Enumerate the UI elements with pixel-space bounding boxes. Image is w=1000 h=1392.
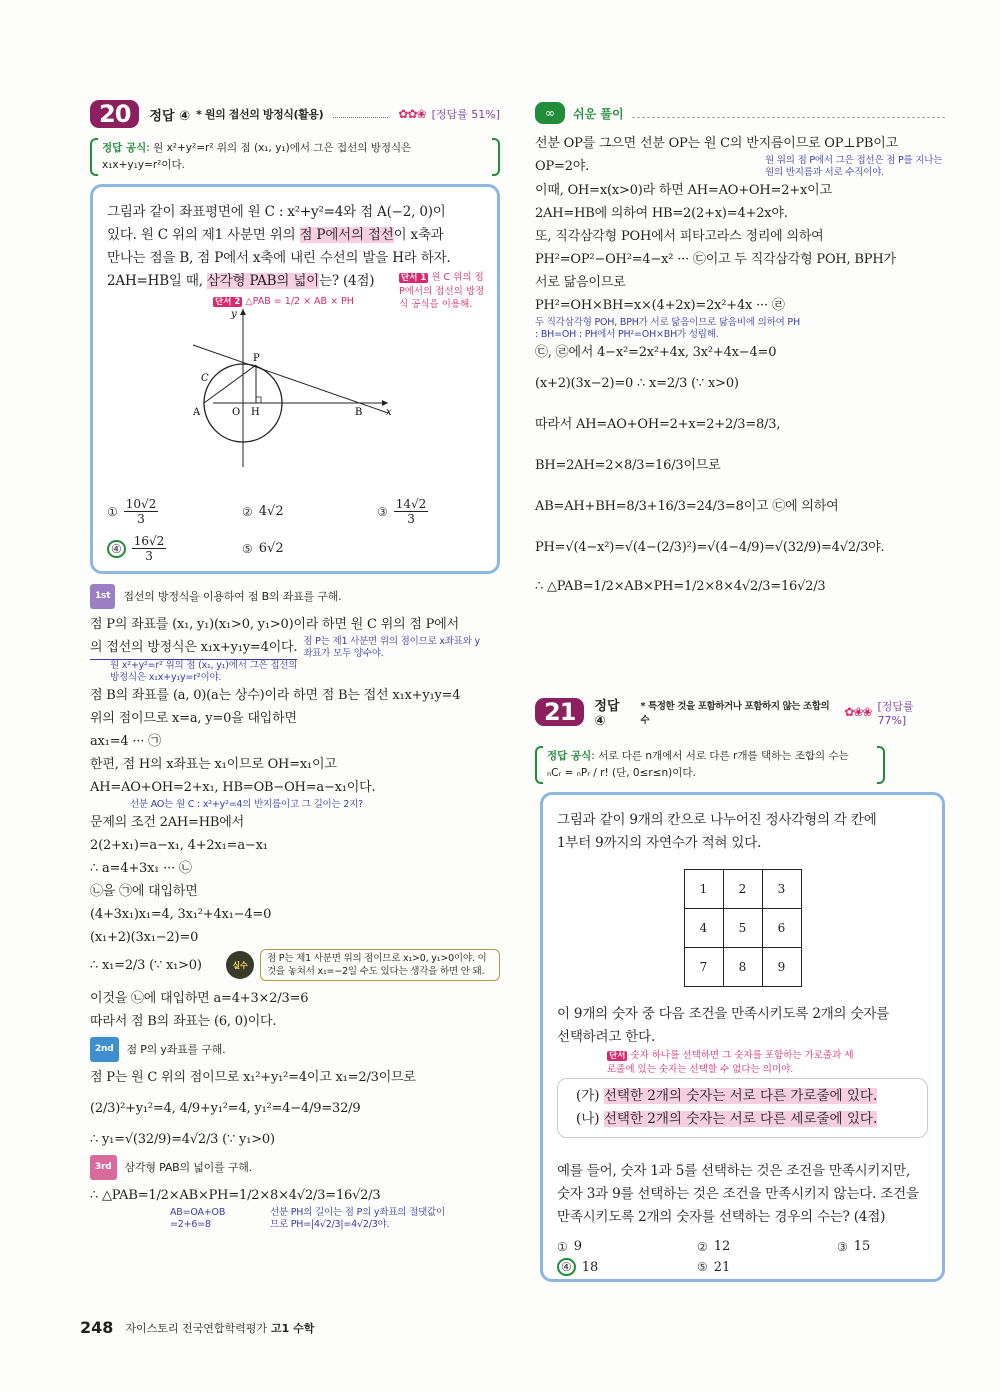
formula-text-2: x₁x+y₁y=r²이다.: [102, 159, 186, 171]
formula-label: 정답 공식: [102, 142, 147, 154]
choice-1[interactable]: ① $\frac{10√2}{3}$: [107, 497, 157, 526]
solution-line: ㉢, ㉣에서 4−x²=2x²+4x, 3x²+4x−4=0: [535, 345, 777, 360]
solution-note: 원 x²+y²=r² 위의 점 (x₁, y₁)에서 그은 접선의 방정식은 x₁x+y₁y=r²이야.: [110, 660, 298, 683]
q20-header: [90, 100, 500, 128]
choice-2[interactable]: ② 12: [697, 1239, 731, 1254]
problem-line: 그림과 같이 9개의 칸으로 나누어진 정사각형의 각 칸에: [557, 812, 877, 828]
svg-text:C: C: [201, 373, 209, 384]
q20-solution: [90, 584, 500, 1231]
left-column: [90, 100, 500, 1231]
problem-line: 1부터 9까지의 자연수가 적혀 있다.: [557, 835, 762, 851]
solution-notes: AB=OA+OB =2+6=8 선분 PH의 길이는 점 P의 y좌표의 절댓값이므로 PH=|4√2/3|=4√2/3야.: [170, 1207, 445, 1230]
solution-line: 또, 직각삼각형 POH에서 피타고라스 정리에 의하여: [535, 229, 824, 244]
solution-note: 두 직각삼각형 POH, BPH가 서로 닮음이므로 닮음비에 의하여 PH : BH=OH : PH에서 PH²=OH×BH가 성립해.: [535, 317, 800, 340]
choice-3[interactable]: ③ 15: [837, 1239, 871, 1254]
problem-line: 2AH=HB일 때, 삼각형 PAB의 넓이는? (4점): [107, 273, 375, 289]
solution-line: 따라서 AH=AO+OH=2+x=2+2/3=8/3,: [535, 417, 781, 432]
solution-line: (x+2)(3x−2)=0 ∴ x=2/3 (∵ x>0): [535, 376, 739, 391]
q21-header: [535, 698, 945, 729]
formula-label: 정답 공식: [547, 750, 592, 762]
answer-formula: [535, 746, 885, 784]
svg-text:B: B: [355, 407, 363, 418]
solution-line: BH=2AH=2×8/3=16/3이므로: [535, 458, 721, 473]
answer-formula: [90, 138, 500, 176]
topic: * 특정한 것을 포함하거나 포함하지 않는 조합의 수: [640, 701, 830, 726]
book-title: 자이스토리 전국연합학력평가: [125, 1321, 268, 1335]
conditions-box: [557, 1078, 928, 1138]
solution-line: AB=AH+BH=8/3+16/3=24/3=8이고 ㉢에 의하여: [535, 499, 839, 514]
solution-line: 한편, 점 H의 x좌표는 x₁이므로 OH=x₁이고: [90, 757, 337, 772]
circle-tangent-figure: [173, 307, 433, 477]
answer-label: 정답 ④: [149, 108, 191, 124]
choice-1[interactable]: ① 9: [557, 1239, 583, 1254]
choices: [107, 497, 512, 563]
solution-line: ax₁=4 ··· ㉠: [90, 734, 161, 749]
choice-3[interactable]: ③ $\frac{14√2}{3}$: [377, 497, 427, 526]
problem-line: 그림과 같이 좌표평면에 원 C : x²+y²=4와 점 A(−2, 0)이: [107, 204, 446, 220]
solution-line: ∴ △PAB=1/2×AB×PH=1/2×8×4√2/3=16√2/3: [535, 579, 826, 594]
hint: 단서 숫자 하나를 선택하면 그 숫자를 포함하는 가로줄과 세로줄에 있는 숫자는 선택할 수 없다는 의미야.: [607, 1050, 854, 1075]
answer-label: 정답 ④: [594, 699, 620, 729]
grid-cell: 4: [684, 909, 723, 948]
step-2: 2nd 점 P의 y좌표를 구해.: [90, 1037, 500, 1062]
solution-line: ∴ △PAB=1/2×AB×PH=1/2×8×4√2/3=16√2/3: [90, 1188, 381, 1203]
hint-1: 단서 1 원 C 위의 점 P에서의 접선의 방정식 공식을 이용해.: [399, 272, 485, 310]
solution-line: 이때, OH=x(x>0)라 하면 AH=AO+OH=2+x이고: [535, 183, 832, 198]
number-grid: [684, 869, 802, 987]
solution-line: 2(2+x₁)=a−x₁, 4+2x₁=a−x₁: [90, 838, 268, 853]
glasses-icon: ∞: [535, 102, 565, 124]
solution-line: 이것을 ㉡에 대입하면 a=4+3×2/3=6: [90, 991, 309, 1006]
hint-2: 단서 2 △PAB = 1/2 × AB × PH: [215, 296, 354, 307]
svg-text:y: y: [231, 309, 237, 320]
choice-5[interactable]: ⑤ 21: [697, 1259, 731, 1275]
book-grade: 고1 수학: [271, 1321, 315, 1335]
solution-line: 점 P는 원 C 위의 점이므로 x₁²+y₁²=4이고 x₁=2/3이므로: [90, 1070, 416, 1085]
correct-rate: [정답률 77%]: [877, 699, 914, 727]
solution-line: (x₁+2)(3x₁−2)=0: [90, 930, 199, 945]
problem-box: [90, 184, 500, 574]
choice-5[interactable]: ⑤ 6√2: [242, 541, 284, 556]
svg-text:A: A: [193, 407, 201, 418]
svg-text:O: O: [232, 407, 241, 418]
problem-line: 선택하려고 한다.: [557, 1029, 656, 1045]
solution-line: ∴ a=4+3x₁ ··· ㉡: [90, 861, 192, 876]
difficulty-stars-icon: ✿✿❀: [398, 107, 426, 121]
svg-text:H: H: [251, 407, 260, 418]
solution-line: 의 접선의 방정식은 x₁x+y₁y=4이다. 점 P는 제1 사분면 위의 점이므로 x좌표와 y좌표가 모두 양수야.: [90, 636, 480, 659]
solution-note: 선분 AO는 원 C : x²+y²=4의 반지름이고 그 길이는 2지?: [130, 799, 363, 810]
formula-text: : 서로 다른 n개에서 서로 다른 r개를 택하는 조합의 수는: [591, 750, 849, 762]
solution-line: 위의 점이므로 x=a, y=0을 대입하면: [90, 711, 297, 726]
solution-line: PH²=OP²−OH²=4−x² ··· ㉢이고 두 직각삼각형 POH, BPH가: [535, 252, 896, 267]
condition-b: (나) 선택한 2개의 숫자는 서로 다른 세로줄에 있다.: [576, 1111, 878, 1127]
svg-text:x: x: [386, 407, 392, 418]
problem-line: 만나는 점을 B, 점 P에서 x축에 내린 수선의 발을 H라 하자.: [107, 250, 451, 266]
step-1: 1st 접선의 방정식을 이용하여 점 B의 좌표를 구해.: [90, 584, 500, 609]
problem-line: 숫자 3과 9를 선택하는 것은 조건을 만족시키지 않는다. 조건을: [557, 1186, 919, 1202]
choice-2[interactable]: ② 4√2: [242, 504, 284, 519]
choice-4-selected[interactable]: ④ 18: [557, 1258, 697, 1276]
solution-line: (4+3x₁)x₁=4, 3x₁²+4x₁−4=0: [90, 907, 272, 922]
condition-a: (가) 선택한 2개의 숫자는 서로 다른 가로줄에 있다.: [576, 1088, 878, 1104]
easy-solution: [535, 132, 945, 598]
correct-rate: [정답률 51%]: [431, 108, 500, 121]
problem-text: [557, 1003, 928, 1049]
solution-line: 선분 OP를 그으면 선분 OP는 원 C의 반지름이므로 OP⊥PB이고: [535, 136, 898, 151]
solution-line: 2AH=HB에 의하여 HB=2(2+x)=4+2x야.: [535, 206, 788, 221]
grid-cell: 2: [723, 870, 762, 909]
problem-line: 있다. 원 C 위의 제1 사분면 위의 점 P에서의 접선이 x축과: [107, 227, 444, 243]
dot-leader: [333, 110, 388, 118]
solution-line: ㉡을 ㉠에 대입하면: [90, 884, 198, 899]
step-3: 3rd 삼각형 PAB의 넓이를 구해.: [90, 1155, 500, 1180]
solution-line: OP=2야. 원 위의 점 P에서 그은 접선은 점 P를 지나는 원의 반지름과 서로 수직이야.: [535, 155, 943, 178]
choices: [557, 1239, 928, 1276]
question-number: 21: [535, 698, 584, 726]
solution-line: ∴ x₁=2/3 (∵ x₁>0) 실수 점 P는 제1 사분면 위의 점이므로 x₁>0, y₁>0이야. 이것을 놓쳐서 x₁=−2일 수도 있다는 생각을 하면 안 돼.: [90, 949, 500, 981]
solution-line: PH=√(4−x²)=√(4−(2/3)²)=√(4−4/9)=√(32/9)=4√2/3야.: [535, 540, 885, 555]
question-number: 20: [90, 100, 139, 128]
problem-line: 예를 들어, 숫자 1과 5를 선택하는 것은 조건을 만족시키지만,: [557, 1163, 911, 1179]
problem-line: 이 9개의 숫자 중 다음 조건을 만족시키도록 2개의 숫자를: [557, 1006, 890, 1022]
page-footer: [80, 1318, 314, 1337]
solution-line: AH=AO+OH=2+x₁, HB=OB−OH=a−x₁이다.: [90, 780, 376, 795]
grid-cell: 1: [684, 870, 723, 909]
svg-text:P: P: [253, 353, 260, 364]
mistake-note: 점 P는 제1 사분면 위의 점이므로 x₁>0, y₁>0이야. 이것을 놓쳐서 x₁=−2일 수도 있다는 생각을 하면 안 돼.: [260, 949, 500, 981]
formula-text-2: ₙCᵣ = ₙPᵣ / r! (단, 0≤r≤n)이다.: [547, 767, 696, 779]
solution-line: (2/3)²+y₁²=4, 4/9+y₁²=4, y₁²=4−4/9=32/9: [90, 1101, 361, 1116]
right-column: [535, 100, 945, 1275]
wave-divider: [632, 108, 945, 118]
solution-line: 서로 닮음이므로: [535, 275, 626, 290]
difficulty-stars-icon: ✿❀❀: [844, 705, 872, 719]
solution-line: 문제의 조건 2AH=HB에서: [90, 815, 244, 830]
problem-box: [540, 792, 945, 1282]
solution-line: 점 B의 좌표를 (a, 0)(a는 상수)이라 하면 점 B는 접선 x₁x+y₁y=4: [90, 688, 461, 703]
solution-line: 따라서 점 B의 좌표는 (6, 0)이다.: [90, 1014, 277, 1029]
solution-line: PH²=OH×BH=x×(4+2x)=2x²+4x ··· ㉣: [535, 298, 785, 313]
problem-line: 만족시키도록 2개의 숫자를 선택하는 경우의 수는? (4점): [557, 1209, 886, 1225]
page-number: 248: [80, 1318, 114, 1337]
grid-cell: 3: [762, 870, 801, 909]
problem-text: [557, 809, 928, 855]
mistake-icon: 실수: [226, 951, 254, 979]
grid-cell: 7: [684, 948, 723, 987]
grid-cell: 9: [762, 948, 801, 987]
easy-solution-header: [535, 100, 945, 126]
easy-title: 쉬운 풀이: [573, 106, 624, 121]
formula-text: : 원 x²+y²=r² 위의 점 (x₁, y₁)에서 그은 접선의 방정식은: [146, 142, 412, 154]
grid-cell: 5: [723, 909, 762, 948]
topic: * 원의 접선의 방정식(활용): [196, 108, 324, 121]
grid-cell: 8: [723, 948, 762, 987]
solution-line: ∴ y₁=√(32/9)=4√2/3 (∵ y₁>0): [90, 1132, 275, 1147]
problem-text: [557, 1160, 928, 1229]
choice-4-selected[interactable]: ④ $\frac{16√2}{3}$: [107, 534, 242, 563]
solution-line: 점 P의 좌표를 (x₁, y₁)(x₁>0, y₁>0)이라 하면 원 C 위의 점 P에서: [90, 617, 459, 632]
grid-cell: 6: [762, 909, 801, 948]
